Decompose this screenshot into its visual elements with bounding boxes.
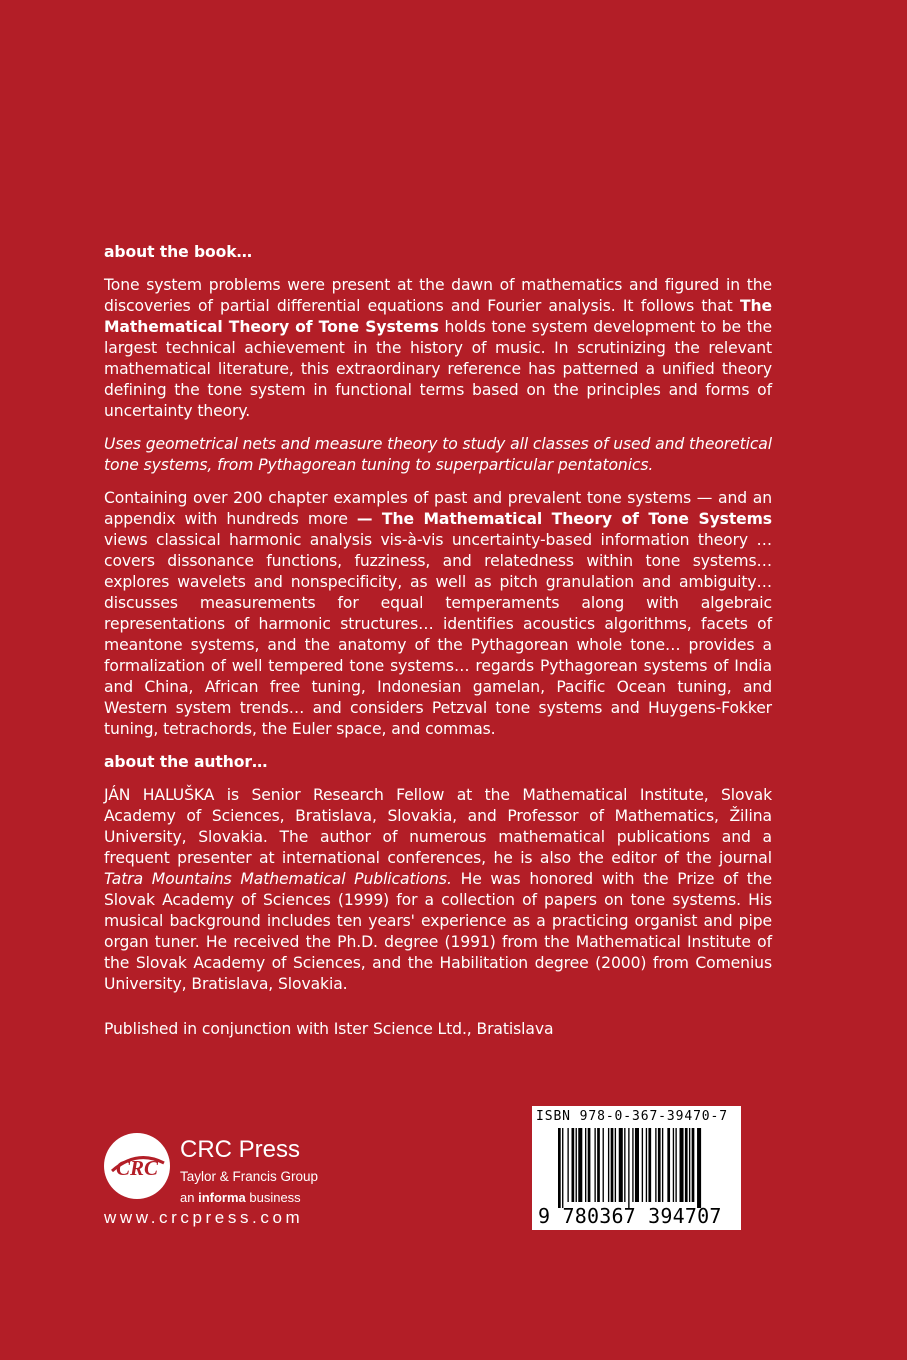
barcode-bar: [562, 1128, 563, 1208]
barcode-bar: [624, 1128, 625, 1202]
crc-logo-lettering: CRC: [115, 1156, 159, 1180]
published-note: Published in conjunction with Ister Science Ltd., Bratislava: [104, 1020, 554, 1038]
about-book-heading: about the book…: [104, 243, 252, 261]
isbn-barcode: [532, 1106, 741, 1230]
barcode-bar: [667, 1128, 670, 1202]
barcode-bar: [619, 1128, 623, 1202]
barcode-bar: [675, 1128, 676, 1202]
barcode-bar: [611, 1128, 614, 1202]
barcode-bar: [692, 1128, 695, 1202]
barcode-bar: [578, 1128, 582, 1202]
barcode-bar: [658, 1128, 661, 1202]
barcode-bar: [608, 1128, 609, 1202]
barcode-bar: [655, 1128, 656, 1202]
publisher-website[interactable]: www.crcpress.com: [104, 1208, 304, 1227]
barcode-bar: [558, 1128, 561, 1208]
journal-title: Tatra Mountains Mathematical Publications.: [104, 870, 452, 888]
about-book-paragraph-2: Uses geometrical nets and measure theory to study all classes of used and theoretical tone systems, from Pythagorean tuning to superparticular pentatonics.: [104, 435, 772, 474]
publisher-group: Taylor & Francis Group: [180, 1169, 319, 1184]
barcode-bar: [648, 1128, 651, 1202]
barcode-bar: [576, 1128, 577, 1202]
publisher-business: an informa business: [180, 1190, 301, 1205]
barcode-bar: [594, 1128, 595, 1202]
back-cover-text: [104, 242, 772, 1052]
barcode-bar: [680, 1128, 684, 1202]
about-book-paragraph-3: Containing over 200 chapter examples of past and prevalent tone systems — and an appendix with hundreds more — The Mathematical Theory of Tone Systems views classical harmonic analysis vis-à-vis uncertainty-based information theory … covers dissonance functions, fuzziness, and relatedness within tone systems… explores wavelets and nonspecificity, as well as pitch granulation and ambiguity… discusses measurements for equal temperaments along with algebraic representations of harmonic structures… identifies acoustics algorithms, facets of meantone systems, and the anatomy of the Pythagorean whole tone… provides a formalization of well tempered tone systems… regards Pythagorean systems of India and China, African free tuning, Indonesian gamelan, Pacific Ocean tuning, and Western system trends… and considers Petzval tone systems and Huygens-Fokker tuning, tetrachords, the Euler space, and commas.: [104, 489, 772, 738]
barcode-bar: [628, 1128, 629, 1208]
barcode-bar: [646, 1128, 647, 1202]
barcode-bar: [642, 1128, 643, 1202]
about-book-paragraph-1: Tone system problems were present at the dawn of mathematics and figured in the discoveries of partial differential equations and Fourier analysis. It follows that The Mathematical Theory of Tone Systems holds tone system development to be the largest technical achievement in the history of music. In scrutinizing the relevant mathematical literature, this extraordinary reference has patterned a unified theory defining the tone system in functional terms based on the principles and forms of uncertainty theory.: [104, 276, 772, 420]
barcode-bar: [689, 1128, 690, 1202]
barcode-bar: [673, 1128, 674, 1202]
barcode-bar: [662, 1128, 663, 1202]
barcode-bar: [615, 1128, 616, 1202]
isbn-label: ISBN 978-0-367-39470-7: [536, 1109, 728, 1124]
barcode-bar: [632, 1128, 633, 1202]
book-title-bold: The Mathematical Theory of Tone Systems: [104, 297, 772, 336]
barcode-bar: [697, 1128, 701, 1208]
barcode-bar: [635, 1128, 639, 1202]
crc-logo-mark: [104, 1133, 170, 1199]
about-author-paragraph: JÁN HALUŠKA is Senior Research Fellow at the Mathematical Institute, Slovak Academy of Sciences, Bratislava, Slovakia, and Professor of Mathematics, Žilina University, Slovakia. The author of numerous mathematical publications and a frequent presenter at international conferences, he is also the editor of the journal Tatra Mountains Mathematical Publications. He was honored with the Prize of the Slovak Academy of Sciences (1999) for a collection of papers on tone systems. His musical background includes ten years' experience as a practicing organist and pipe organ tuner. He received the Ph.D. degree (1991) from the Mathematical Institute of the Slovak Academy of Sciences, and the Habilitation degree (2000) from Comenius University, Bratislava, Slovakia.: [104, 786, 772, 993]
barcode-bar: [585, 1128, 586, 1202]
book-title-bold-2: — The Mathematical Theory of Tone Systems: [356, 510, 772, 528]
publisher-name: CRC Press: [180, 1136, 301, 1163]
barcode-bar: [572, 1128, 575, 1202]
barcode-bar: [603, 1128, 604, 1202]
crc-logo-icon: [104, 1133, 170, 1199]
barcode-bar: [588, 1128, 591, 1202]
barcode-digits: 9 780367 394707: [538, 1204, 722, 1228]
barcode-bar: [597, 1128, 600, 1202]
barcode-bar: [567, 1128, 568, 1202]
barcode-bar: [685, 1128, 688, 1202]
about-author-heading: about the author…: [104, 753, 268, 771]
